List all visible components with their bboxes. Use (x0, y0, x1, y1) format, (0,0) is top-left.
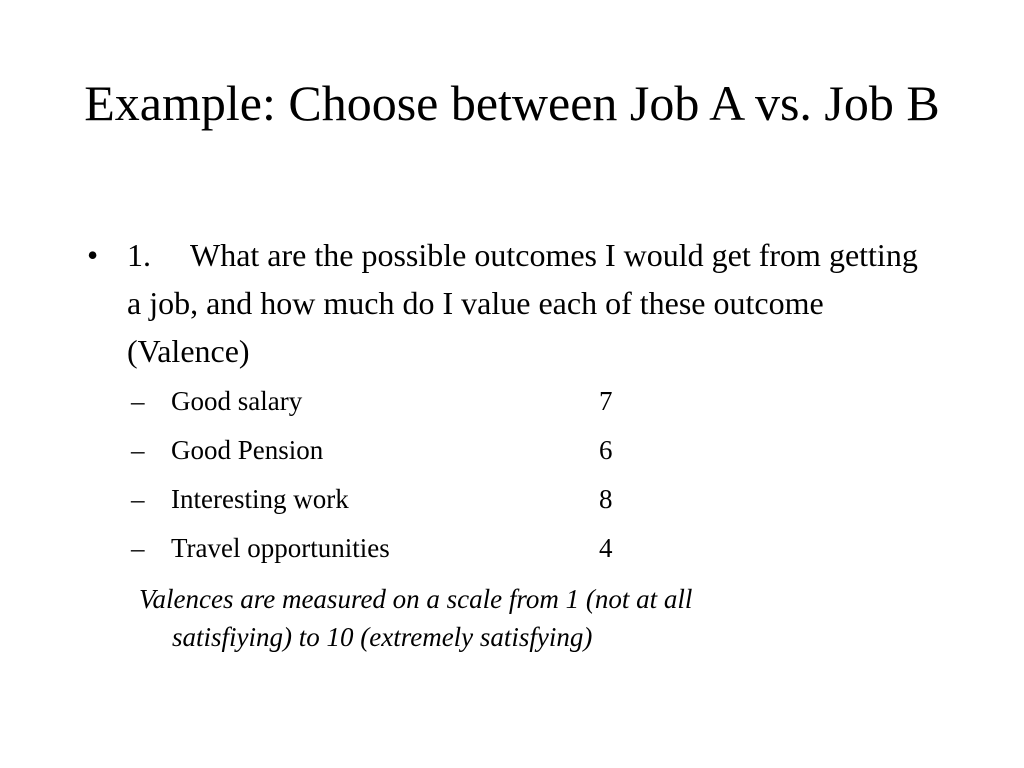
outcome-label: Good salary (171, 386, 303, 416)
outcome-item (131, 479, 731, 528)
main-bullet-point (87, 231, 937, 375)
valence-scale-note (139, 580, 899, 656)
dash-bullet: – (131, 533, 145, 563)
note-line-1: Valences are measured on a scale from 1 (not at all (139, 584, 693, 614)
point-number: 1. (127, 237, 151, 273)
valence-value: 6 (599, 435, 613, 465)
outcome-label: Good Pension (171, 435, 324, 465)
note-line-2: satisfiying) to 10 (extremely satisfying) (172, 622, 593, 652)
outcome-item (131, 430, 731, 479)
valence-value: 7 (599, 386, 613, 416)
outcome-label: Travel opportunities (171, 533, 390, 563)
slide-title: Example: Choose between Job A vs. Job B (84, 75, 940, 131)
main-point-text: What are the possible outcomes I would get from getting a job, and how much do I value each of these outcome (Valence) (127, 237, 918, 369)
main-point-text-block (127, 231, 937, 375)
dash-bullet: – (131, 435, 145, 465)
valence-value: 8 (599, 484, 613, 514)
outcome-item (131, 528, 731, 577)
outcome-list (131, 381, 731, 577)
dash-bullet: – (131, 484, 145, 514)
bullet-dot: • (87, 237, 99, 273)
dash-bullet: – (131, 386, 145, 416)
outcome-label: Interesting work (171, 484, 349, 514)
outcome-item (131, 381, 731, 430)
valence-value: 4 (599, 533, 613, 563)
